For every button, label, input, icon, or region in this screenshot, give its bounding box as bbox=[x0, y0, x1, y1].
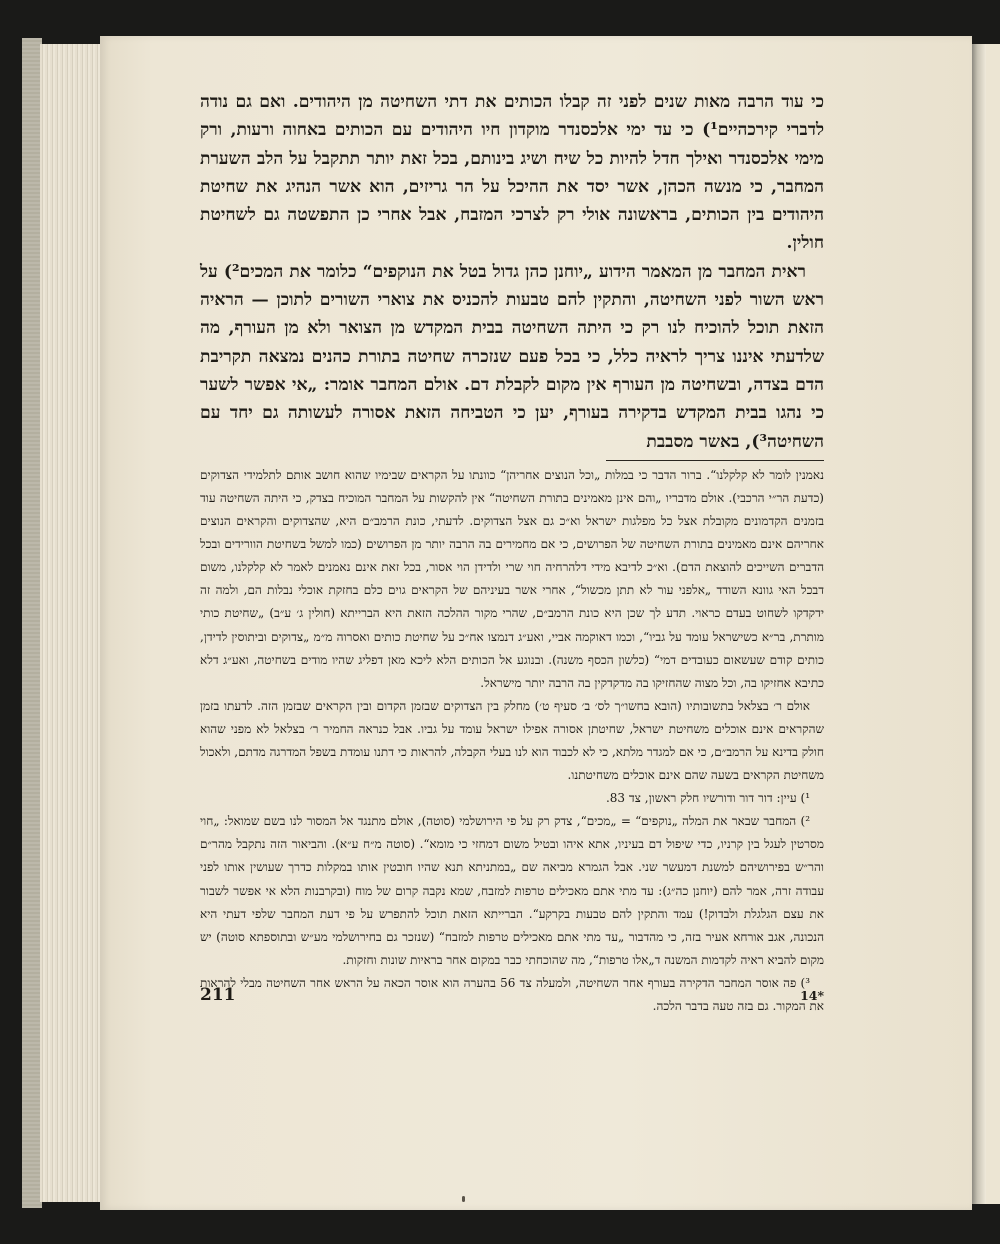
page-footer bbox=[200, 985, 824, 1011]
footnote-2: ²) המחבר שבאר את המלה „נוקפים“ = „מכים“, צדק רק על פי הירושלמי (סוטה), אולם מתנגד אל המסור לנו בשם שמואל: „חוי מסרטין לעגל בין קרניו, כדי שיפול דם בעיניו, אתא איהו ובטיל משום דמחזי כי מומא“. (סוטה מ״ח ע״א). והביאור הזה נתקבל מהר״ם והר״ש בפירושיהם למשנת דמעשר שני. אבל הגמרא מביאה שם „במתניתא תנא שהיו חובטין אותו במקלות כדרך שעושין אותו לפני עבודה זרה, אמר להם (יוחנן כה״ג): עד מתי אתם מאכילים טרפות למזבח, שמא נקבה קרום של מוח (ובקרבנות הלא אי אפשר לשבור את עצם הגלגלת ולבדוק!) עמד והתקין להם טבעות בקרקע“. הברייתא הזאת תוכל להתפרש על פי דעת המחבר שלפי דעתי היא הנכונה, אגב אורחא אעיר בזה, כי מהדבור „עד מתי אתם מאכילים טרפות למזבח“ (שנזכר גם בחירושלמי מע״ש ובתוספתא סוטה) יש מקום להביא ראיה לקדמות המשנה ד„אלו טרפות“, מה שהוכחתי כבר במקום אחר בראיות שונות וחזקות. bbox=[200, 814, 824, 967]
main-text bbox=[200, 88, 824, 456]
main-paragraph: כי עוד הרבה מאות שנים לפני זה קבלו הכותים את דתי השחיטה מן היהודים. ואם גם נודה לדברי קירכהיים¹) כי עד ימי אלכסנדר מוקדון חיו היהודים עם הכותים באחוה ורעות, ורק מימי אלכסנדר ואילך חדל להיות כל שיח ושיג בינותם, בכל זאת יותר תתקבל על הלב השערת המחבר, כי מנשה הכהן, אשר יסד את ההיכל על הר גריזים, הוא אשר הנהיג את שחיטת היהודים בין הכותים, בראשונה אולי רק לצרכי המזבח, אבל אחרי כן התפשטה גם לשחיטת חולין. bbox=[200, 92, 824, 254]
book-cover-edge bbox=[22, 38, 42, 1208]
signature-mark: 14* bbox=[800, 988, 824, 1003]
book-gutter bbox=[972, 44, 986, 1204]
footnote-1: ¹) עיין: דור דור ודורשיו חלק ראשון, צד 83. bbox=[605, 791, 810, 806]
main-paragraph: ראית המחבר מן המאמר הידוע „יוחנן כהן גדול בטל את הנוקפים“ כלומר את המכים²) על ראש השור לפני השחיטה, והתקין להם טבעות להכניס את צוארי השורים לתוכן — הראיה הזאת תוכל להוכיח לנו רק כי היתה השחיטה בבית המקדש מן הצואר ולא מן העורף, מה שלדעתי איננו צריך לראיה כלל, כי בכל פעם שנזכרה שחיטה בתורת כהנים נמצאה תקריבת הדם בצדה, ובשחיטה מן העורף אין מקום לקבלת דם. אולם המחבר אומר: „אי אפשר לשער כי נהגו בבית המקדש בדקירה בעורף, יען כי הטביחה הזאת אסורה לעשותה גם יחד עם השחיטה³), באשר מסבבת bbox=[200, 261, 824, 452]
footnote-divider bbox=[606, 460, 824, 461]
footnote-paragraph: נאמנין לומר לא קלקלנו“. ברור הדבר כי במלות „וכל הנוצים אחריהן“ כוונתו על הקראים שבימיו שהוא חושב אותם לתלמידי הצדוקים (כדעת הר״י הרכבי). אולם מדבריו „והם אינן מאמינים בתורת השחיטה“ אין להקשות על המחבר המוכיח בצדק, כי היתה השחיטה עוד בזמנים הקדמונים מקובלת אצל כל מפלגות ישראל וא״כ גם אצל הצדוקים. לדעתי, כונת הרמב״ם היא, שהצדוקים והקראים הנוצים אחריהם אינם מאמינים בתורת השחיטה של הפרושים, כי אם מחמירים בה הרבה יותר מן הפרושים (כמו למשל בשחיטת הוורידים ובכל הדברים השייכים להוצאת הדם). וא״כ לדיבא מידי דלהרחיה חוי שרי ולדידן הוי אסור, בכל זאת אינם נאמנים לאמר לא קלקלנו, משום דבכל האי גוונא השודד „אלפני עור לא תתן מכשול“, אחרי אשר בעיניהם של הקראים גוים כלם בחזקת אוכלי נבלות הם, ולמה זה ידקדקו לשחוט בעדם כראוי. תדע לך שכן היא כונת הרמב״ם, שהרי מקור ההלכה הזאת היא הברייתא (חולין ג׳ ע״ב) „שחיטת כותי מותרת, בר״א כשישראל עומד על גביו“, וכמו דאוקמה אביי, ואע״ג דנמצו אח״כ על שחיטת כותים ואסרוה מ״מ „צדוקים וביתוסין לדידן, כותים קודם שעשאום כעובדים דמי“ (כלשון הכסף משנה). ובנוגע אל הכותים הלא ליכא מאן דפליג שהיו מודים בשחיטה, ואע״ג דלא כתיבא אחזיקו בה, וכל מצוה שהחזיקו בה מדקדקין בה הרבה יותר מישראל. bbox=[200, 467, 824, 690]
footnote-paragraph: אולם ר׳ בצלאל בתשובותיו (הובא בחשו״ך לס׳ ב׳ סעיף ט׳) מחלק בין הצדוקים שבזמן הקדום ובין הקראים שבזמן הזה. לדעתו בזמן שהקראים אינם אוכלים משחיטת ישראל, שחיטתן אסורה אפילו ישראל עומד על גביו. אבל כנראה החמיר ר׳ בצלאל לא מפני שהוא חולק בדינא על הרמב״ם, כי אם למגדר מלתא, כי לא לכבוד הוא לנו בעלי הקבלה, להראות כי דתנו עומדת בשפל המדרגה מדתם, ולאכול משחיטת הקראים בשעה שהם אינם אוכלים משחיטתנו. bbox=[200, 698, 824, 783]
page-stack-edge bbox=[40, 44, 104, 1202]
page-number: 211 bbox=[200, 985, 236, 1005]
facing-page-edge bbox=[986, 44, 1000, 1204]
text-block bbox=[200, 88, 824, 1018]
footnote-3: ³) פה אוסר המחבר הדקירה בעורף אחר השחיטה, ולמעלה צד 56 בהערה הוא אוסר הכאה על הראש אחר השחיטה מבלי להראות את המקור. גם בזה טעה בדבר הלכה. bbox=[200, 975, 824, 1014]
footnotes bbox=[200, 464, 824, 1018]
paper-speck bbox=[462, 1196, 465, 1202]
